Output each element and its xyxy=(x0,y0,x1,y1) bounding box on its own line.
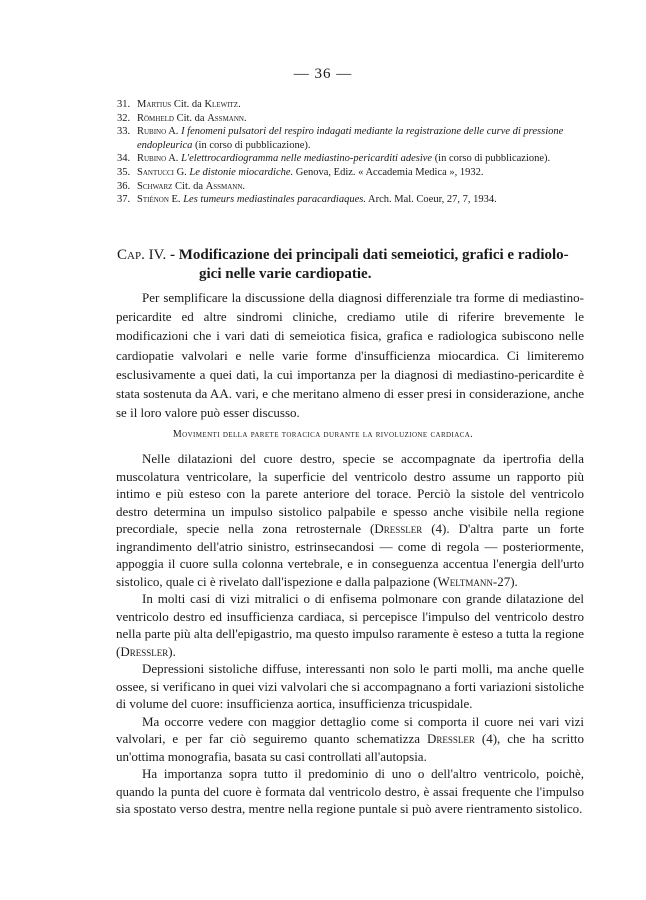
chapter-title-line1: - Modificazione dei principali dati semeiotici, grafici e radiolo- xyxy=(166,247,569,263)
reference-item: 37. Stiénon E. Les tumeurs mediastinales paracardiaques. Arch. Mal. Coeur, 27, 7, 1934. xyxy=(117,194,497,206)
paragraph: Depressioni sistoliche diffuse, interessanti non solo le parti molli, ma anche quelle ossee, si verificano in quei vizi valvolari che si accompagnano a forti variazioni sistoliche di volume del cuore: insufficienza aortica, insufficienza tricuspidale. xyxy=(116,661,584,711)
paragraph: Ha importanza sopra tutto il predominio di uno o dell'altro ventricolo, poichè, quando la punta del cuore è formata dal ventricolo destro, è assai frequente che l'impulso sia spostato verso destra, mentre nella regione puntale si può avere rientramento sistolico. xyxy=(116,766,584,816)
paragraph: In molti casi di vizi mitralici o di enfisema polmonare con grande dilatazione del ventricolo destro ed insufficienza cardiaca, si percepisce l'impulso del ventricolo destro nella parte più alta dell'epigastrio, ma questo impulso raramente è esteso a tutta la regione (Dressler). xyxy=(116,591,584,659)
chapter-heading xyxy=(117,246,583,284)
reference-list xyxy=(117,98,587,207)
reference-item: 36. Schwarz Cit. da Assmann. xyxy=(117,180,246,192)
section-title: Movimenti della parete toracica durante la rivoluzione cardiaca. xyxy=(172,429,474,440)
chapter-title-line2: gici nelle varie cardiopatie. xyxy=(199,266,372,282)
intro-paragraph: Per semplificare la discussione della diagnosi differenziale tra forme di mediastino-pericardite ed altre sindromi cliniche, crediamo utile di riferire brevemente le modificazioni che i vari dati di semeiotica fisica, grafica e radiologica subiscono nelle cardiopatie valvolari e nelle varie forme d'insufficienza miocardica. Ci limiteremo esclusivamente a quei dati, la cui importanza per la diagnosi di mediastino-pericardite è stata sostenuta da AA. vari, e che meritano almeno di esser presi in considerazione, anche se il loro valore può esser discusso. xyxy=(116,290,584,421)
reference-item: 32. Römheld Cit. da Assmann. xyxy=(117,112,247,124)
chapter-label: Cap. IV. xyxy=(117,247,167,263)
intro-section xyxy=(116,288,584,422)
paragraph: Ma occorre vedere con maggior dettaglio come si comporta il cuore nei vari vizi valvolari, e per far ciò seguiremo quanto schematizza Dressler (4), che ha scritto un'ottima monografia, basata su casi controllati all'autopsia. xyxy=(116,713,584,764)
reference-item: 35. Santucci G. Le distonie miocardiche. Genova, Ediz. « Accademia Medica », 1932. xyxy=(117,166,484,178)
paragraph: Nelle dilatazioni del cuore destro, specie se accompagnate da ipertrofia della muscolatura ventricolare, la superficie del ventricolo destro assume un rapporto più intimo e più esteso con la parete anteriore del torace. Perciò la sistole del ventricolo destro determina un impulso sistolico palpabile e spesso anche visibile nella regione precordiale, specie nella zona retrosternale (Dressler (4). D'altra parte un forte ingrandimento dell'atrio sinistro, estrinsecandosi — come di regola — posteriormente, appoggia il cuore sulla colonna vertebrale, e in conseguenza accentua l'energia dell'urto sistolico, quale ci è rivelato dall'ispezione e dalla palpazione (Weltmann-27). xyxy=(116,451,584,589)
page-number: — 36 — xyxy=(293,66,353,82)
reference-item: 33. Rubino A. I fenomeni pulsatori del respiro indagati mediante la registrazione delle curve di pressione endopleurica (in corso di pubblicazione). xyxy=(117,126,564,151)
reference-item: 34. Rubino A. L'elettrocardiogramma nelle mediastino-pericarditi adesive (in corso di pubblicazione). xyxy=(117,153,551,165)
reference-item: 31. Martius Cit. da Klewitz. xyxy=(117,99,241,110)
body-text xyxy=(116,450,584,818)
